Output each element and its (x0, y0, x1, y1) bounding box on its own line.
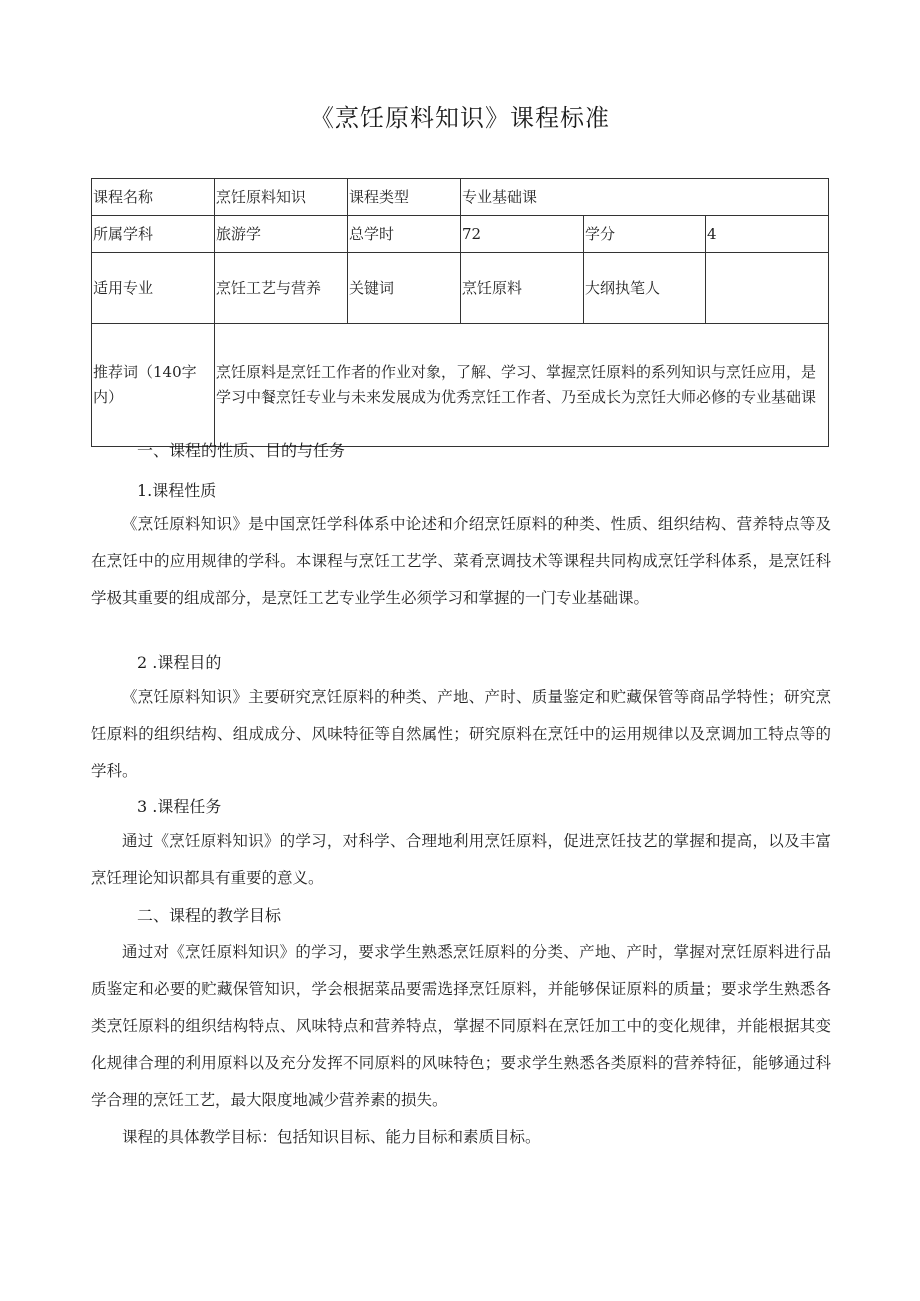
table-cell: 旅游学 (215, 216, 348, 253)
table-cell: 烹饪原料 (461, 253, 584, 324)
table-cell: 专业基础课 (461, 179, 829, 216)
table-row (92, 216, 829, 253)
course-info-table (91, 178, 829, 447)
table-cell: 总学时 (348, 216, 461, 253)
table-cell: 课程名称 (92, 179, 215, 216)
table-cell: 关键词 (348, 253, 461, 324)
table-cell: 4 (706, 216, 829, 253)
paragraph-text: 《烹饪原料知识》是中国烹饪学科体系中论述和介绍烹饪原料的种类、性质、组织结构、营养特点等及在烹饪中的应用规律的学科。本课程与烹饪工艺学、菜肴烹调技术等课程共同构成烹饪学科体系，是烹饪科学极其重要的组成部分，是烹饪工艺专业学生必须学习和掌握的一门专业基础课。 (91, 515, 831, 607)
table-row (92, 253, 829, 324)
table-cell: 学分 (584, 216, 706, 253)
table-cell (706, 253, 829, 324)
table-cell: 适用专业 (92, 253, 215, 324)
section-heading: 一、课程的性质、目的与任务 (137, 441, 346, 460)
paragraph-text: 通过《烹饪原料知识》的学习，对科学、合理地利用烹饪原料，促进烹饪技艺的掌握和提高，以及丰富烹饪理论知识都具有重要的意义。 (91, 832, 831, 887)
paragraph-text: 《烹饪原料知识》主要研究烹饪原料的种类、产地、产时、质量鉴定和贮藏保管等商品学特性；研究烹饪原料的组织结构、组成成分、风味特征等自然属性；研究原料在烹饪中的运用规律以及烹调加工特点等的学科。 (91, 688, 831, 780)
table-cell: 课程类型 (348, 179, 461, 216)
paragraph (91, 679, 831, 790)
paragraph-text: 课程的具体教学目标：包括知识目标、能力目标和素质目标。 (122, 1128, 541, 1146)
table-cell: 烹饪工艺与营养 (215, 253, 348, 324)
subsection-heading: 1.课程性质 (137, 481, 217, 500)
page-title: 《烹饪原料知识》课程标准 (310, 104, 610, 132)
subsection-heading: 3 .课程任务 (137, 797, 222, 816)
table-row (92, 324, 829, 447)
paragraph-text: 通过对《烹饪原料知识》的学习，要求学生熟悉烹饪原料的分类、产地、产时，掌握对烹饪原料进行品质鉴定和必要的贮藏保管知识，学会根据菜品要需选择烹饪原料，并能够保证原料的质量；要求学生熟悉各类烹饪原料的组织结构特点、风味特点和营养特点，掌握不同原料在烹饪加工中的变化规律，并能根据其变化规律合理的利用原料以及充分发挥不同原料的风味特色；要求学生熟悉各类原料的营养特征，能够通过科学合理的烹饪工艺，最大限度地减少营养素的损失。 (91, 943, 831, 1109)
table-cell: 所属学科 (92, 216, 215, 253)
paragraph (91, 506, 831, 617)
table-cell: 72 (461, 216, 584, 253)
paragraph (91, 823, 831, 897)
table-row (92, 179, 829, 216)
table-cell: 大纲执笔人 (584, 253, 706, 324)
paragraph (91, 934, 831, 1156)
subsection-heading: 2 .课程目的 (137, 653, 222, 672)
table-cell: 烹饪原料是烹饪工作者的作业对象，了解、学习、掌握烹饪原料的系列知识与烹饪应用，是学习中餐烹饪专业与未来发展成为优秀烹饪工作者、乃至成长为烹饪大师必修的专业基础课 (215, 324, 829, 447)
table-cell: 推荐词（140字内） (92, 324, 215, 447)
section-heading: 二、课程的教学目标 (137, 906, 282, 925)
table-cell: 烹饪原料知识 (215, 179, 348, 216)
